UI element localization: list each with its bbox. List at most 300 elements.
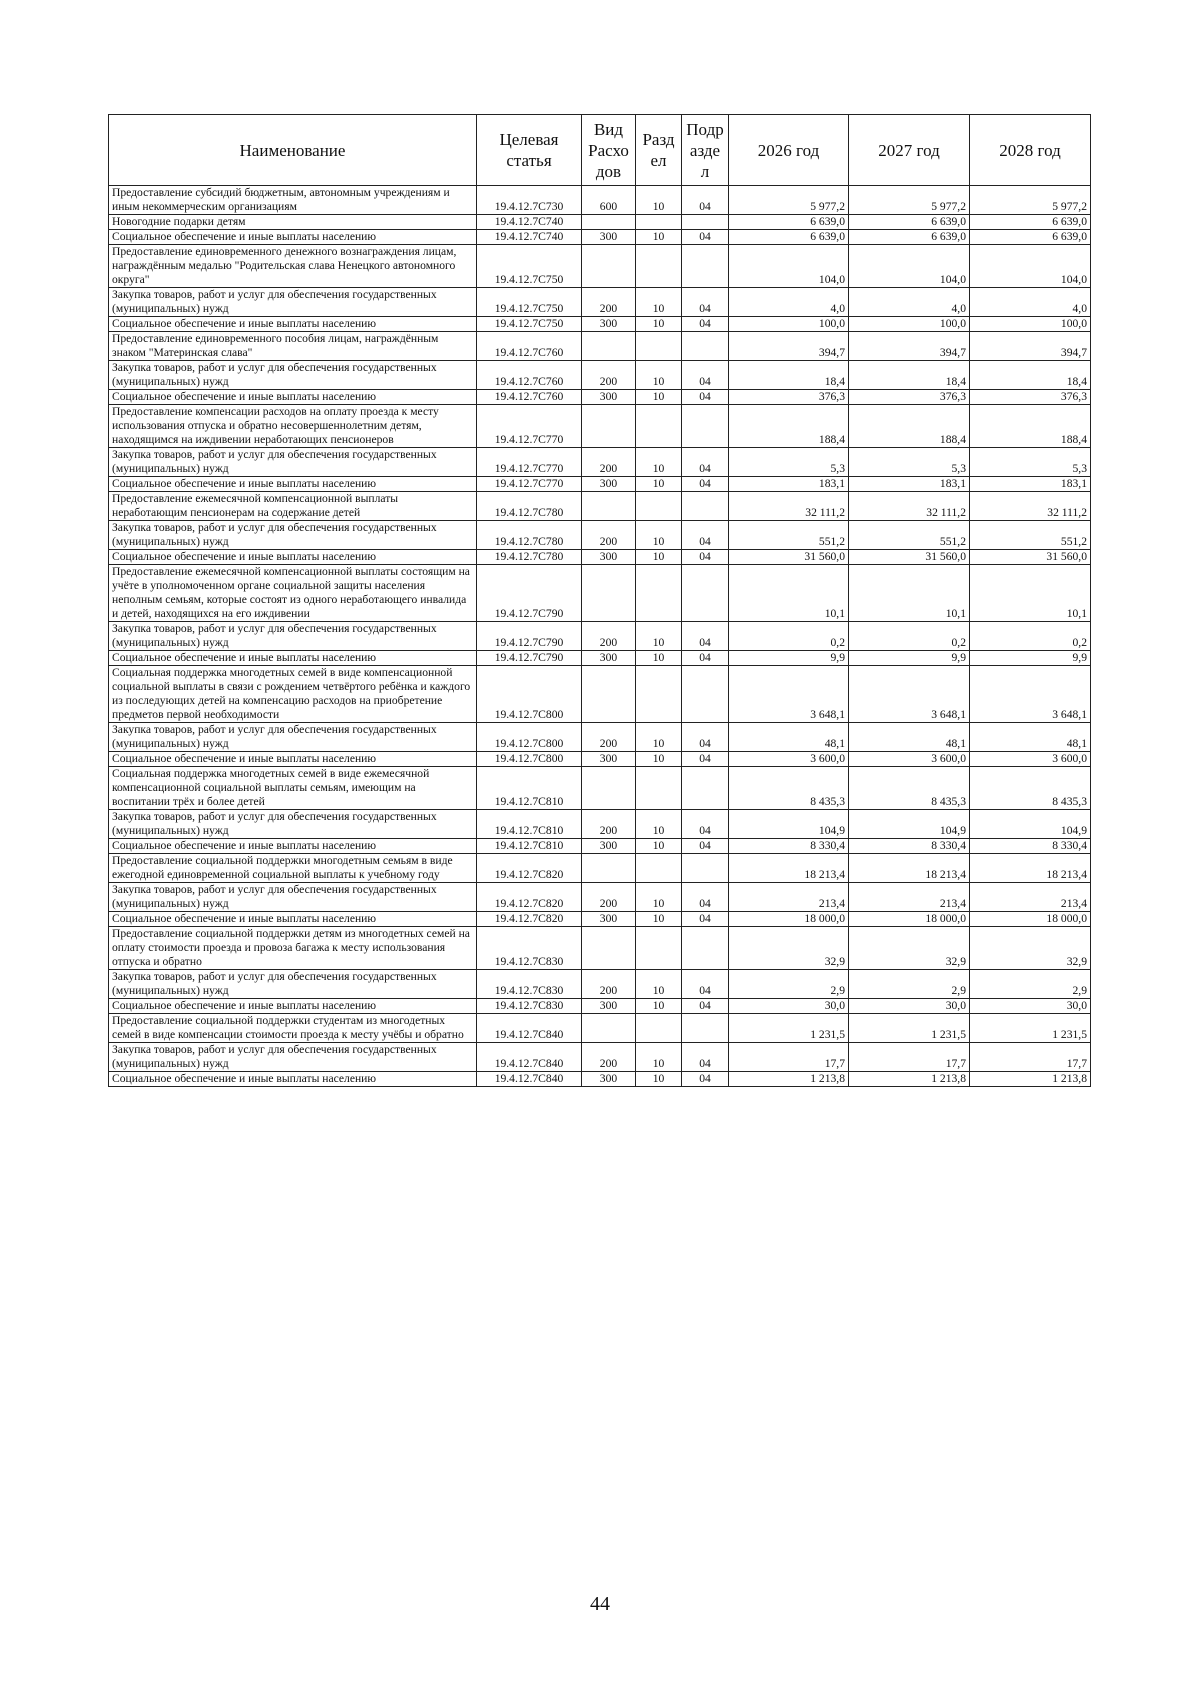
- header-row: [109, 115, 1091, 186]
- table-row: [109, 883, 1091, 912]
- cell-section: 10: [636, 390, 682, 405]
- cell-year-2026: 9,9: [729, 651, 849, 666]
- cell-year-2027: 2,9: [849, 970, 970, 999]
- cell-year-2028: 48,1: [970, 723, 1091, 752]
- cell-year-2028: 0,2: [970, 622, 1091, 651]
- table-row: [109, 1014, 1091, 1043]
- table-row: [109, 332, 1091, 361]
- cell-year-2027: 48,1: [849, 723, 970, 752]
- cell-section: 10: [636, 839, 682, 854]
- cell-year-2027: 183,1: [849, 477, 970, 492]
- cell-year-2026: 394,7: [729, 332, 849, 361]
- cell-target-article: 19.4.12.7C800: [477, 752, 582, 767]
- cell-expense-type: [582, 1014, 636, 1043]
- cell-expense-type: [582, 215, 636, 230]
- cell-year-2027: 1 213,8: [849, 1072, 970, 1087]
- cell-subsection: [682, 215, 729, 230]
- table-row: [109, 215, 1091, 230]
- cell-target-article: 19.4.12.7C760: [477, 332, 582, 361]
- cell-expense-type: 300: [582, 999, 636, 1014]
- cell-subsection: 04: [682, 622, 729, 651]
- cell-section: 10: [636, 651, 682, 666]
- cell-year-2028: 32,9: [970, 927, 1091, 970]
- cell-subsection: 04: [682, 186, 729, 215]
- cell-year-2028: 551,2: [970, 521, 1091, 550]
- cell-expense-type: [582, 565, 636, 622]
- cell-year-2027: 104,0: [849, 245, 970, 288]
- cell-year-2026: 18,4: [729, 361, 849, 390]
- cell-name: Предоставление компенсации расходов на оплату проезда к месту использования отпуска и обратно несовершеннолетним детям, находящимся на иждивении неработающих пенсионеров: [109, 405, 477, 448]
- cell-section: 10: [636, 361, 682, 390]
- header-year-2027: 2027 год: [849, 115, 970, 186]
- cell-section: 10: [636, 230, 682, 245]
- cell-year-2026: 1 231,5: [729, 1014, 849, 1043]
- cell-section: 10: [636, 622, 682, 651]
- cell-year-2026: 32 111,2: [729, 492, 849, 521]
- cell-year-2028: 18 213,4: [970, 854, 1091, 883]
- cell-expense-type: 200: [582, 448, 636, 477]
- cell-year-2026: 3 600,0: [729, 752, 849, 767]
- cell-year-2028: 6 639,0: [970, 215, 1091, 230]
- cell-name: Закупка товаров, работ и услуг для обеспечения государственных (муниципальных) нужд: [109, 810, 477, 839]
- cell-name: Социальное обеспечение и иные выплаты населению: [109, 550, 477, 565]
- cell-name: Закупка товаров, работ и услуг для обеспечения государственных (муниципальных) нужд: [109, 723, 477, 752]
- cell-expense-type: [582, 332, 636, 361]
- cell-subsection: [682, 565, 729, 622]
- cell-year-2027: 3 600,0: [849, 752, 970, 767]
- cell-year-2028: 8 435,3: [970, 767, 1091, 810]
- table-row: [109, 550, 1091, 565]
- cell-expense-type: 300: [582, 390, 636, 405]
- cell-target-article: 19.4.12.7C760: [477, 390, 582, 405]
- cell-section: 10: [636, 477, 682, 492]
- cell-year-2026: 18 000,0: [729, 912, 849, 927]
- cell-target-article: 19.4.12.7C810: [477, 839, 582, 854]
- header-subsection: Подр азде л: [682, 115, 729, 186]
- cell-section: 10: [636, 912, 682, 927]
- cell-name: Социальная поддержка многодетных семей в виде компенсационной социальной выплаты в связи с рождением четвёртого ребёнка и каждого из последующих детей на компенсацию расходов на приобретение предметов первой необходимости: [109, 666, 477, 723]
- cell-subsection: 04: [682, 999, 729, 1014]
- table-row: [109, 752, 1091, 767]
- cell-expense-type: 300: [582, 317, 636, 332]
- cell-year-2026: 0,2: [729, 622, 849, 651]
- cell-target-article: 19.4.12.7C840: [477, 1014, 582, 1043]
- cell-name: Закупка товаров, работ и услуг для обеспечения государственных (муниципальных) нужд: [109, 448, 477, 477]
- table-row: [109, 186, 1091, 215]
- cell-subsection: 04: [682, 912, 729, 927]
- cell-section: [636, 854, 682, 883]
- cell-name: Социальное обеспечение и иные выплаты населению: [109, 1072, 477, 1087]
- cell-year-2028: 376,3: [970, 390, 1091, 405]
- cell-subsection: 04: [682, 651, 729, 666]
- cell-subsection: 04: [682, 521, 729, 550]
- cell-name: Предоставление субсидий бюджетным, автономным учреждениям и иным некоммерческим организациям: [109, 186, 477, 215]
- cell-year-2028: 31 560,0: [970, 550, 1091, 565]
- cell-year-2026: 104,0: [729, 245, 849, 288]
- cell-subsection: 04: [682, 288, 729, 317]
- header-year-2026: 2026 год: [729, 115, 849, 186]
- cell-target-article: 19.4.12.7C770: [477, 477, 582, 492]
- cell-name: Предоставление социальной поддержки многодетным семьям в виде ежегодной единовременной социальной выплаты к учебному году: [109, 854, 477, 883]
- cell-year-2027: 394,7: [849, 332, 970, 361]
- cell-year-2026: 3 648,1: [729, 666, 849, 723]
- cell-name: Предоставление социальной поддержки детям из многодетных семей на оплату стоимости проезда и провоза багажа к месту использования отпуска и обратно: [109, 927, 477, 970]
- cell-year-2026: 4,0: [729, 288, 849, 317]
- cell-year-2027: 31 560,0: [849, 550, 970, 565]
- cell-year-2026: 6 639,0: [729, 230, 849, 245]
- cell-expense-type: [582, 767, 636, 810]
- cell-year-2028: 213,4: [970, 883, 1091, 912]
- table-row: [109, 288, 1091, 317]
- cell-name: Предоставление единовременного пособия лицам, награждённым знаком "Материнская слава": [109, 332, 477, 361]
- cell-year-2027: 3 648,1: [849, 666, 970, 723]
- table-row: [109, 666, 1091, 723]
- cell-expense-type: 200: [582, 883, 636, 912]
- cell-year-2027: 32 111,2: [849, 492, 970, 521]
- cell-name: Предоставление единовременного денежного вознаграждения лицам, награждённым медалью "Родительская слава Ненецкого автономного округа": [109, 245, 477, 288]
- cell-year-2027: 376,3: [849, 390, 970, 405]
- cell-target-article: 19.4.12.7C770: [477, 448, 582, 477]
- cell-target-article: 19.4.12.7C750: [477, 317, 582, 332]
- cell-year-2027: 32,9: [849, 927, 970, 970]
- cell-name: Социальное обеспечение и иные выплаты населению: [109, 390, 477, 405]
- cell-year-2027: 6 639,0: [849, 230, 970, 245]
- table-row: [109, 492, 1091, 521]
- table-row: [109, 927, 1091, 970]
- cell-section: 10: [636, 810, 682, 839]
- cell-subsection: [682, 245, 729, 288]
- cell-expense-type: 300: [582, 839, 636, 854]
- cell-year-2028: 17,7: [970, 1043, 1091, 1072]
- cell-year-2028: 4,0: [970, 288, 1091, 317]
- cell-year-2027: 5 977,2: [849, 186, 970, 215]
- cell-target-article: 19.4.12.7C820: [477, 912, 582, 927]
- cell-name: Предоставление ежемесячной компенсационной выплаты состоящим на учёте в уполномоченном органе социальной защиты населения неполным семьям, которые состоят из одного неработающего инвалида и детей, находящихся на его иждивении: [109, 565, 477, 622]
- cell-year-2027: 104,9: [849, 810, 970, 839]
- table-row: [109, 1072, 1091, 1087]
- cell-section: 10: [636, 288, 682, 317]
- cell-target-article: 19.4.12.7C820: [477, 854, 582, 883]
- cell-target-article: 19.4.12.7C760: [477, 361, 582, 390]
- cell-target-article: 19.4.12.7C820: [477, 883, 582, 912]
- cell-target-article: 19.4.12.7C810: [477, 810, 582, 839]
- cell-year-2028: 5 977,2: [970, 186, 1091, 215]
- cell-expense-type: 300: [582, 477, 636, 492]
- cell-name: Закупка товаров, работ и услуг для обеспечения государственных (муниципальных) нужд: [109, 970, 477, 999]
- cell-year-2028: 18 000,0: [970, 912, 1091, 927]
- cell-expense-type: 300: [582, 1072, 636, 1087]
- cell-target-article: 19.4.12.7C790: [477, 651, 582, 666]
- table-row: [109, 651, 1091, 666]
- cell-name: Социальное обеспечение и иные выплаты населению: [109, 317, 477, 332]
- table-row: [109, 723, 1091, 752]
- cell-subsection: 04: [682, 752, 729, 767]
- cell-name: Предоставление социальной поддержки студентам из многодетных семей в виде компенсации стоимости проезда к месту учёбы и обратно: [109, 1014, 477, 1043]
- cell-expense-type: 300: [582, 651, 636, 666]
- cell-name: Социальное обеспечение и иные выплаты населению: [109, 752, 477, 767]
- table-body: [109, 186, 1091, 1087]
- table-row: [109, 448, 1091, 477]
- cell-expense-type: 200: [582, 970, 636, 999]
- cell-name: Социальное обеспечение и иные выплаты населению: [109, 477, 477, 492]
- cell-year-2027: 30,0: [849, 999, 970, 1014]
- table-row: [109, 999, 1091, 1014]
- cell-year-2027: 0,2: [849, 622, 970, 651]
- cell-section: [636, 927, 682, 970]
- cell-year-2028: 18,4: [970, 361, 1091, 390]
- cell-year-2028: 3 648,1: [970, 666, 1091, 723]
- cell-section: [636, 245, 682, 288]
- cell-expense-type: 300: [582, 912, 636, 927]
- cell-expense-type: [582, 492, 636, 521]
- header-name: Наименование: [109, 115, 477, 186]
- cell-year-2027: 213,4: [849, 883, 970, 912]
- cell-year-2028: 188,4: [970, 405, 1091, 448]
- table-row: [109, 230, 1091, 245]
- cell-subsection: 04: [682, 390, 729, 405]
- cell-expense-type: 300: [582, 230, 636, 245]
- cell-year-2027: 8 330,4: [849, 839, 970, 854]
- table-row: [109, 970, 1091, 999]
- cell-year-2028: 1 231,5: [970, 1014, 1091, 1043]
- cell-name: Социальная поддержка многодетных семей в виде ежемесячной компенсационной социальной выплаты семьям, имеющим на воспитании трёх и более детей: [109, 767, 477, 810]
- cell-year-2027: 18 213,4: [849, 854, 970, 883]
- cell-subsection: [682, 854, 729, 883]
- table-row: [109, 245, 1091, 288]
- cell-year-2028: 9,9: [970, 651, 1091, 666]
- cell-year-2027: 18 000,0: [849, 912, 970, 927]
- table-row: [109, 839, 1091, 854]
- cell-year-2027: 8 435,3: [849, 767, 970, 810]
- cell-subsection: [682, 492, 729, 521]
- cell-year-2028: 8 330,4: [970, 839, 1091, 854]
- cell-name: Закупка товаров, работ и услуг для обеспечения государственных (муниципальных) нужд: [109, 361, 477, 390]
- cell-target-article: 19.4.12.7C790: [477, 565, 582, 622]
- cell-name: Закупка товаров, работ и услуг для обеспечения государственных (муниципальных) нужд: [109, 1043, 477, 1072]
- cell-year-2026: 30,0: [729, 999, 849, 1014]
- cell-section: 10: [636, 723, 682, 752]
- cell-name: Социальное обеспечение и иные выплаты населению: [109, 651, 477, 666]
- cell-expense-type: [582, 666, 636, 723]
- cell-subsection: [682, 767, 729, 810]
- cell-expense-type: 200: [582, 1043, 636, 1072]
- cell-year-2027: 4,0: [849, 288, 970, 317]
- table-row: [109, 521, 1091, 550]
- cell-subsection: 04: [682, 317, 729, 332]
- cell-expense-type: 200: [582, 521, 636, 550]
- cell-target-article: 19.4.12.7C800: [477, 723, 582, 752]
- cell-section: [636, 565, 682, 622]
- table-row: [109, 405, 1091, 448]
- cell-year-2028: 3 600,0: [970, 752, 1091, 767]
- cell-year-2027: 551,2: [849, 521, 970, 550]
- cell-target-article: 19.4.12.7C790: [477, 622, 582, 651]
- cell-expense-type: 200: [582, 810, 636, 839]
- cell-section: 10: [636, 883, 682, 912]
- table-row: [109, 622, 1091, 651]
- cell-subsection: [682, 666, 729, 723]
- cell-target-article: 19.4.12.7C840: [477, 1072, 582, 1087]
- cell-name: Закупка товаров, работ и услуг для обеспечения государственных (муниципальных) нужд: [109, 883, 477, 912]
- table-row: [109, 854, 1091, 883]
- cell-target-article: 19.4.12.7C800: [477, 666, 582, 723]
- cell-target-article: 19.4.12.7C740: [477, 230, 582, 245]
- table-row: [109, 912, 1091, 927]
- cell-expense-type: 300: [582, 550, 636, 565]
- table-header: [109, 115, 1091, 186]
- cell-section: 10: [636, 521, 682, 550]
- cell-year-2028: 10,1: [970, 565, 1091, 622]
- cell-subsection: 04: [682, 1072, 729, 1087]
- table-row: [109, 1043, 1091, 1072]
- header-section: Разд ел: [636, 115, 682, 186]
- cell-target-article: 19.4.12.7C770: [477, 405, 582, 448]
- cell-name: Закупка товаров, работ и услуг для обеспечения государственных (муниципальных) нужд: [109, 288, 477, 317]
- cell-target-article: 19.4.12.7C780: [477, 550, 582, 565]
- table-row: [109, 477, 1091, 492]
- cell-year-2026: 551,2: [729, 521, 849, 550]
- cell-expense-type: 300: [582, 752, 636, 767]
- cell-year-2026: 32,9: [729, 927, 849, 970]
- cell-year-2028: 100,0: [970, 317, 1091, 332]
- cell-expense-type: 200: [582, 288, 636, 317]
- cell-subsection: [682, 332, 729, 361]
- cell-year-2026: 104,9: [729, 810, 849, 839]
- cell-year-2026: 8 435,3: [729, 767, 849, 810]
- cell-name: Новогодние подарки детям: [109, 215, 477, 230]
- cell-section: 10: [636, 970, 682, 999]
- cell-section: 10: [636, 1072, 682, 1087]
- header-year-2028: 2028 год: [970, 115, 1091, 186]
- cell-section: 10: [636, 999, 682, 1014]
- cell-section: 10: [636, 186, 682, 215]
- cell-year-2026: 188,4: [729, 405, 849, 448]
- cell-year-2027: 18,4: [849, 361, 970, 390]
- cell-subsection: 04: [682, 883, 729, 912]
- cell-section: 10: [636, 317, 682, 332]
- cell-year-2026: 17,7: [729, 1043, 849, 1072]
- cell-year-2026: 48,1: [729, 723, 849, 752]
- cell-year-2028: 104,9: [970, 810, 1091, 839]
- table-row: [109, 317, 1091, 332]
- cell-year-2026: 10,1: [729, 565, 849, 622]
- budget-table: [108, 114, 1091, 1087]
- cell-target-article: 19.4.12.7C830: [477, 999, 582, 1014]
- cell-year-2028: 32 111,2: [970, 492, 1091, 521]
- cell-year-2028: 1 213,8: [970, 1072, 1091, 1087]
- cell-year-2026: 183,1: [729, 477, 849, 492]
- cell-section: [636, 405, 682, 448]
- cell-target-article: 19.4.12.7C750: [477, 288, 582, 317]
- cell-name: Закупка товаров, работ и услуг для обеспечения государственных (муниципальных) нужд: [109, 521, 477, 550]
- cell-target-article: 19.4.12.7C780: [477, 492, 582, 521]
- cell-section: 10: [636, 1043, 682, 1072]
- cell-section: [636, 666, 682, 723]
- cell-year-2026: 31 560,0: [729, 550, 849, 565]
- cell-year-2026: 1 213,8: [729, 1072, 849, 1087]
- cell-section: 10: [636, 550, 682, 565]
- cell-year-2026: 18 213,4: [729, 854, 849, 883]
- cell-year-2027: 6 639,0: [849, 215, 970, 230]
- cell-year-2028: 2,9: [970, 970, 1091, 999]
- cell-target-article: 19.4.12.7C830: [477, 927, 582, 970]
- cell-name: Социальное обеспечение и иные выплаты населению: [109, 999, 477, 1014]
- cell-year-2027: 1 231,5: [849, 1014, 970, 1043]
- cell-year-2028: 104,0: [970, 245, 1091, 288]
- page-number: 44: [590, 1593, 610, 1615]
- cell-subsection: [682, 1014, 729, 1043]
- cell-name: Закупка товаров, работ и услуг для обеспечения государственных (муниципальных) нужд: [109, 622, 477, 651]
- table-row: [109, 390, 1091, 405]
- cell-target-article: 19.4.12.7C780: [477, 521, 582, 550]
- table-row: [109, 767, 1091, 810]
- cell-subsection: 04: [682, 723, 729, 752]
- cell-year-2026: 2,9: [729, 970, 849, 999]
- cell-expense-type: [582, 927, 636, 970]
- cell-subsection: 04: [682, 230, 729, 245]
- cell-subsection: [682, 927, 729, 970]
- cell-expense-type: 200: [582, 723, 636, 752]
- cell-section: [636, 492, 682, 521]
- cell-name: Социальное обеспечение и иные выплаты населению: [109, 839, 477, 854]
- cell-year-2026: 213,4: [729, 883, 849, 912]
- cell-subsection: 04: [682, 810, 729, 839]
- cell-target-article: 19.4.12.7C750: [477, 245, 582, 288]
- table-row: [109, 810, 1091, 839]
- cell-section: 10: [636, 448, 682, 477]
- cell-year-2026: 376,3: [729, 390, 849, 405]
- cell-section: [636, 332, 682, 361]
- cell-year-2026: 5,3: [729, 448, 849, 477]
- cell-target-article: 19.4.12.7C830: [477, 970, 582, 999]
- cell-subsection: 04: [682, 1043, 729, 1072]
- cell-section: [636, 215, 682, 230]
- cell-expense-type: [582, 405, 636, 448]
- cell-year-2028: 183,1: [970, 477, 1091, 492]
- cell-expense-type: 200: [582, 361, 636, 390]
- cell-expense-type: [582, 854, 636, 883]
- cell-name: Социальное обеспечение и иные выплаты населению: [109, 230, 477, 245]
- cell-year-2027: 188,4: [849, 405, 970, 448]
- cell-year-2027: 100,0: [849, 317, 970, 332]
- cell-subsection: [682, 405, 729, 448]
- cell-target-article: 19.4.12.7C740: [477, 215, 582, 230]
- cell-section: 10: [636, 752, 682, 767]
- table-row: [109, 361, 1091, 390]
- cell-target-article: 19.4.12.7C730: [477, 186, 582, 215]
- cell-year-2027: 9,9: [849, 651, 970, 666]
- cell-year-2026: 5 977,2: [729, 186, 849, 215]
- cell-year-2028: 6 639,0: [970, 230, 1091, 245]
- cell-subsection: 04: [682, 550, 729, 565]
- cell-expense-type: 600: [582, 186, 636, 215]
- cell-section: [636, 767, 682, 810]
- cell-year-2028: 30,0: [970, 999, 1091, 1014]
- cell-target-article: 19.4.12.7C840: [477, 1043, 582, 1072]
- cell-expense-type: 200: [582, 622, 636, 651]
- cell-year-2027: 10,1: [849, 565, 970, 622]
- cell-year-2028: 394,7: [970, 332, 1091, 361]
- header-expense-type: Вид Расхо дов: [582, 115, 636, 186]
- cell-name: Социальное обеспечение и иные выплаты населению: [109, 912, 477, 927]
- cell-year-2028: 5,3: [970, 448, 1091, 477]
- table-row: [109, 565, 1091, 622]
- cell-subsection: 04: [682, 970, 729, 999]
- cell-year-2026: 6 639,0: [729, 215, 849, 230]
- cell-subsection: 04: [682, 477, 729, 492]
- cell-year-2026: 100,0: [729, 317, 849, 332]
- cell-year-2027: 17,7: [849, 1043, 970, 1072]
